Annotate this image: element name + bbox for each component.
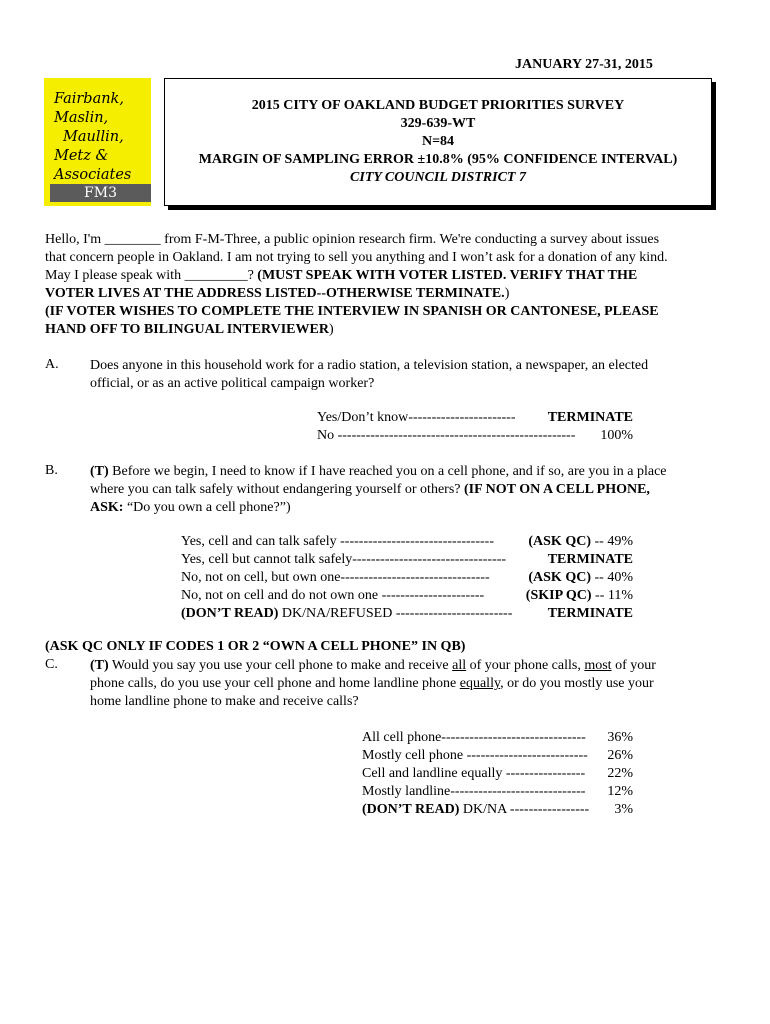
question-text: Before we begin, I need to know if I have reached you on a cell phone, and if so, are you in a place xyxy=(108,464,667,479)
intro-paragraph xyxy=(45,231,725,339)
response-value: -- 40% xyxy=(591,570,633,585)
logo-line: Maslin, xyxy=(54,110,109,126)
response-value: 12% xyxy=(607,784,633,799)
intro-text: May I please speak with _________? xyxy=(45,268,258,283)
response-label: Yes, cell and can talk safely --------------------------------- xyxy=(181,534,494,549)
question-line xyxy=(90,675,725,693)
question-line xyxy=(90,499,725,517)
question-c-text xyxy=(90,657,725,711)
intro-line: (IF VOTER WISHES TO COMPLETE THE INTERVIEW IN SPANISH OR CANTONESE, PLEASE xyxy=(45,304,659,319)
intro-line xyxy=(45,267,725,285)
response-label: DK/NA ----------------- xyxy=(459,802,590,817)
question-line: home landline phone to make and receive calls? xyxy=(90,694,359,709)
response-label: Mostly landline----------------------------- xyxy=(362,784,586,799)
response-value: -- 49% xyxy=(591,534,633,549)
response-code: (ASK QC) xyxy=(528,570,591,585)
response-label: No, not on cell, but own one-------------------------------- xyxy=(181,570,490,585)
response-row xyxy=(362,729,633,747)
response-label: No --------------------------------------------------- xyxy=(317,428,576,443)
emphasis-word: equally xyxy=(459,676,501,691)
question-b-text xyxy=(90,463,725,517)
response-row xyxy=(362,747,633,765)
question-b-responses xyxy=(181,533,633,623)
question-c-responses xyxy=(362,729,633,819)
district-label: CITY COUNCIL DISTRICT 7 xyxy=(350,170,526,185)
question-line xyxy=(90,481,725,499)
intro-text: ) xyxy=(328,322,334,337)
question-line xyxy=(90,463,725,481)
question-line: Does anyone in this household work for a radio station, a television station, a newspaper, an elected xyxy=(90,358,649,373)
question-text: , or do you mostly use your xyxy=(500,676,654,691)
response-row xyxy=(362,801,633,819)
question-text: of your xyxy=(611,658,656,673)
response-label: No, not on cell and do not own one ---------------------- xyxy=(181,588,485,603)
intro-line xyxy=(45,321,725,339)
intro-line: that concern people in Oakland. I am not trying to sell you anything and I won’t ask for a donation of any kind. xyxy=(45,250,668,265)
response-row xyxy=(362,783,633,801)
response-label: Mostly cell phone -------------------------- xyxy=(362,748,588,763)
question-text: “Do you own a cell phone?”) xyxy=(123,500,291,515)
question-line xyxy=(90,657,725,675)
response-row xyxy=(181,533,633,551)
question-text: where you can talk safely without endangering yourself or others? xyxy=(90,482,464,497)
question-a-text xyxy=(90,357,725,393)
question-instruction: ASK: xyxy=(90,500,124,515)
response-code: TERMINATE xyxy=(547,606,633,621)
intro-instruction: (MUST SPEAK WITH VOTER LISTED. VERIFY THAT THE xyxy=(257,268,638,283)
logo-line: Maullin, xyxy=(63,129,124,145)
response-row xyxy=(181,605,633,623)
margin-of-error: MARGIN OF SAMPLING ERROR ±10.8% (95% CONFIDENCE INTERVAL) xyxy=(198,152,678,167)
response-row xyxy=(181,569,633,587)
response-value: -- 11% xyxy=(591,588,633,603)
response-value: 100% xyxy=(600,428,633,443)
logo-badge: FM3 xyxy=(50,184,151,202)
emphasis-word: all xyxy=(452,658,467,673)
response-label: DK/NA/REFUSED ------------------------- xyxy=(278,606,513,621)
response-value: TERMINATE xyxy=(547,410,633,425)
response-row xyxy=(317,409,633,427)
emphasis-word: most xyxy=(584,658,612,673)
question-text: of your phone calls, xyxy=(466,658,585,673)
response-code: (ASK QC) xyxy=(528,534,591,549)
response-code: TERMINATE xyxy=(547,552,633,567)
job-number: 329-639-WT xyxy=(400,116,476,131)
response-value: 36% xyxy=(607,730,633,745)
t-marker: (T) xyxy=(90,658,109,673)
response-value: 22% xyxy=(607,766,633,781)
intro-line: Hello, I'm ________ from F-M-Three, a public opinion research firm. We're conducting a survey about issues xyxy=(45,232,660,247)
response-row xyxy=(317,427,633,445)
question-c-label: C. xyxy=(45,657,58,672)
t-marker: (T) xyxy=(90,464,109,479)
question-a-responses xyxy=(317,409,633,445)
question-text: phone calls, do you use your cell phone and home landline phone xyxy=(90,676,460,691)
response-row xyxy=(362,765,633,783)
intro-instruction: VOTER LIVES AT THE ADDRESS LISTED--OTHERWISE TERMINATE. xyxy=(45,286,505,301)
sample-size: N=84 xyxy=(421,134,455,149)
question-line: official, or as an active political campaign worker? xyxy=(90,376,375,391)
logo-line: Metz & xyxy=(54,148,109,164)
response-prefix: (DON’T READ) xyxy=(181,606,279,621)
survey-header-box xyxy=(164,78,712,206)
intro-text: ) xyxy=(504,286,510,301)
response-prefix: (DON’T READ) xyxy=(362,802,460,817)
response-label: All cell phone------------------------------- xyxy=(362,730,586,745)
question-b-label: B. xyxy=(45,463,58,478)
question-c-filter: (ASK QC ONLY IF CODES 1 OR 2 “OWN A CELL PHONE” IN QB) xyxy=(45,639,466,654)
response-value: 26% xyxy=(607,748,633,763)
survey-date: JANUARY 27-31, 2015 xyxy=(515,57,653,72)
response-row xyxy=(181,551,633,569)
intro-line xyxy=(45,285,725,303)
logo-line: Fairbank, xyxy=(54,91,124,107)
response-label: Yes, cell but cannot talk safely--------------------------------- xyxy=(181,552,507,567)
logo-line: Associates xyxy=(54,167,132,183)
survey-title: 2015 CITY OF OAKLAND BUDGET PRIORITIES SURVEY xyxy=(251,98,625,113)
question-instruction: (IF NOT ON A CELL PHONE, xyxy=(464,482,650,497)
response-code: (SKIP QC) xyxy=(525,588,592,603)
question-a-label: A. xyxy=(45,357,59,372)
fm3-logo xyxy=(44,78,151,206)
response-label: Yes/Don’t know----------------------- xyxy=(317,410,516,425)
intro-instruction: HAND OFF TO BILINGUAL INTERVIEWER xyxy=(45,322,329,337)
response-label: Cell and landline equally ----------------- xyxy=(362,766,586,781)
response-value: 3% xyxy=(614,802,633,817)
response-row xyxy=(181,587,633,605)
logo-wordmark xyxy=(54,90,131,185)
question-text: Would you say you use your cell phone to make and receive xyxy=(108,658,453,673)
